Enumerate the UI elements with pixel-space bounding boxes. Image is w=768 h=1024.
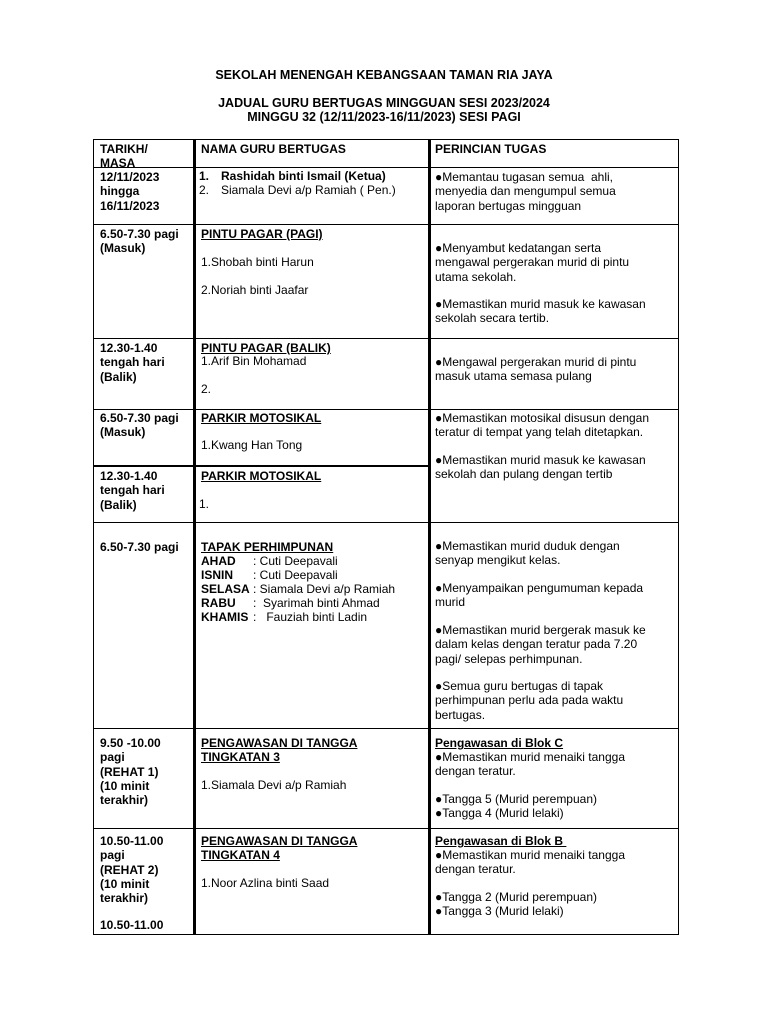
assembly-time: 6.50-7.30 pagi — [100, 540, 179, 554]
stairs-t4-teacher-1: 1.Noor Azlina binti Saad — [201, 876, 330, 890]
parking-duty-2: ●Memastikan murid masuk ke kawasan sekolah dan pulang dengan tertib — [435, 453, 646, 482]
assembly-day-khamis: KHAMIS — [201, 610, 249, 624]
assembly-teacher-selasa: : Siamala Devi a/p Ramiah — [253, 582, 396, 596]
assembly-teacher-isnin: : Cuti Deepavali — [253, 568, 338, 582]
gate-afternoon-teacher-2: 2. — [201, 382, 212, 396]
table-border-left — [93, 139, 94, 935]
schedule-subtitle: MINGGU 32 (12/11/2023-16/11/2023) SESI PAGI — [247, 110, 521, 124]
column-header-time: TARIKH/ MASA — [100, 142, 148, 171]
stairs-t4-duty-2: ●Tangga 2 (Murid perempuan) ●Tangga 3 (Murid lelaki) — [435, 890, 597, 919]
gate-afternoon-duty: ●Mengawal pergerakan murid di pintu masuk utama semasa pulang — [435, 355, 637, 384]
week-teacher-1-number: 1. — [199, 169, 210, 183]
column-divider-1 — [193, 139, 196, 935]
gate-morning-heading: PINTU PAGAR (PAGI) — [201, 227, 323, 241]
gate-morning-time: 6.50-7.30 pagi (Masuk) — [100, 227, 179, 256]
parking-afternoon-heading: PARKIR MOTOSIKAL — [201, 469, 322, 483]
column-header-duties: PERINCIAN TUGAS — [435, 142, 547, 156]
gate-afternoon-time: 12.30-1.40 tengah hari (Balik) — [100, 341, 165, 384]
row-divider — [93, 167, 679, 168]
assembly-teacher-rabu: : Syarimah binti Ahmad — [253, 596, 380, 610]
gate-morning-teacher-1: 1.Shobah binti Harun — [201, 255, 314, 269]
parking-afternoon-time: 12.30-1.40 tengah hari (Balik) — [100, 469, 165, 512]
week-teacher-2: Siamala Devi a/p Ramiah ( Pen.) — [221, 183, 396, 197]
stairs-t3-teacher-1: 1.Siamala Devi a/p Ramiah — [201, 778, 347, 792]
week-time: 12/11/2023 hingga 16/11/2023 — [100, 170, 160, 213]
stairs-t4-duty-1: ●Memastikan murid menaiki tangga dengan teratur. — [435, 848, 625, 877]
assembly-duty-4: ●Semua guru bertugas di tapak perhimpunan perlu ada pada waktu bertugas. — [435, 679, 624, 722]
stairs-t4-heading: PENGAWASAN DI TANGGA TINGKATAN 4 — [201, 834, 358, 863]
parking-afternoon-teacher-1: 1. — [199, 497, 210, 511]
column-header-teachers: NAMA GURU BERTUGAS — [201, 142, 346, 156]
parking-morning-teacher-1: 1.Kwang Han Tong — [201, 438, 303, 452]
assembly-day-ahad: AHAD — [201, 554, 236, 568]
week-teacher-1: Rashidah binti Ismail (Ketua) — [221, 169, 386, 183]
stairs-t4-duty-heading: Pengawasan di Blok B — [435, 834, 567, 848]
row-divider — [93, 409, 679, 410]
stairs-t3-time: 9.50 -10.00 pagi (REHAT 1) (10 minit terakhir) — [100, 736, 161, 808]
stairs-t4-time: 10.50-11.00 pagi (REHAT 2) (10 minit terakhir) — [100, 834, 164, 906]
gate-afternoon-heading: PINTU PAGAR (BALIK) — [201, 341, 331, 355]
stairs-t4-time-extra: 10.50-11.00 — [100, 918, 164, 932]
stairs-t3-heading: PENGAWASAN DI TANGGA TINGKATAN 3 — [201, 736, 358, 765]
gate-morning-duty-1: ●Menyambut kedatangan serta mengawal pergerakan murid di pintu utama sekolah. — [435, 241, 630, 284]
table-border-top — [93, 139, 679, 140]
stairs-t3-duty-2: ●Tangga 5 (Murid perempuan) ●Tangga 4 (Murid lelaki) — [435, 792, 597, 821]
table-border-bottom — [93, 934, 679, 935]
parking-morning-heading: PARKIR MOTOSIKAL — [201, 411, 322, 425]
assembly-day-isnin: ISNIN — [201, 568, 234, 582]
week-teacher-2-number: 2. — [199, 183, 210, 197]
assembly-duty-3: ●Memastikan murid bergerak masuk ke dalam kelas dengan teratur pada 7.20 pagi/ selepas perhimpunan. — [435, 623, 646, 666]
row-divider — [93, 338, 679, 339]
duty-table — [93, 139, 679, 935]
assembly-day-selasa: SELASA — [201, 582, 250, 596]
gate-morning-duty-2: ●Memastikan murid masuk ke kawasan sekolah secara tertib. — [435, 297, 646, 326]
row-divider — [93, 828, 679, 829]
assembly-day-rabu: RABU — [201, 596, 236, 610]
school-name: SEKOLAH MENENGAH KEBANGSAAN TAMAN RIA JAYA — [215, 68, 553, 82]
stairs-t3-duty-1: ●Memastikan murid menaiki tangga dengan teratur. — [435, 750, 625, 779]
assembly-duty-2: ●Menyampaikan pengumuman kepada murid — [435, 581, 644, 610]
row-divider — [93, 728, 679, 729]
parking-duty-1: ●Memastikan motosikal disusun dengan teratur di tempat yang telah ditetapkan. — [435, 411, 650, 440]
column-divider-2 — [428, 139, 431, 935]
assembly-teacher-khamis: : Fauziah binti Ladin — [253, 610, 368, 624]
assembly-heading: TAPAK PERHIMPUNAN — [201, 540, 334, 554]
table-border-right — [678, 139, 679, 935]
assembly-duty-1: ●Memastikan murid duduk dengan senyap mengikut kelas. — [435, 539, 620, 568]
week-duty: ●Memantau tugasan semua ahli, menyedia dan mengumpul semua laporan bertugas mingguan — [435, 170, 616, 213]
row-divider — [93, 224, 679, 225]
gate-morning-teacher-2: 2.Noriah binti Jaafar — [201, 283, 309, 297]
row-divider-partial — [93, 465, 431, 467]
assembly-teacher-ahad: : Cuti Deepavali — [253, 554, 338, 568]
schedule-title: JADUAL GURU BERTUGAS MINGGUAN SESI 2023/2024 — [218, 96, 550, 110]
parking-morning-time: 6.50-7.30 pagi (Masuk) — [100, 411, 179, 440]
row-divider — [93, 522, 679, 523]
stairs-t3-duty-heading: Pengawasan di Blok C — [435, 736, 564, 750]
gate-afternoon-teacher-1: 1.Arif Bin Mohamad — [201, 354, 307, 368]
